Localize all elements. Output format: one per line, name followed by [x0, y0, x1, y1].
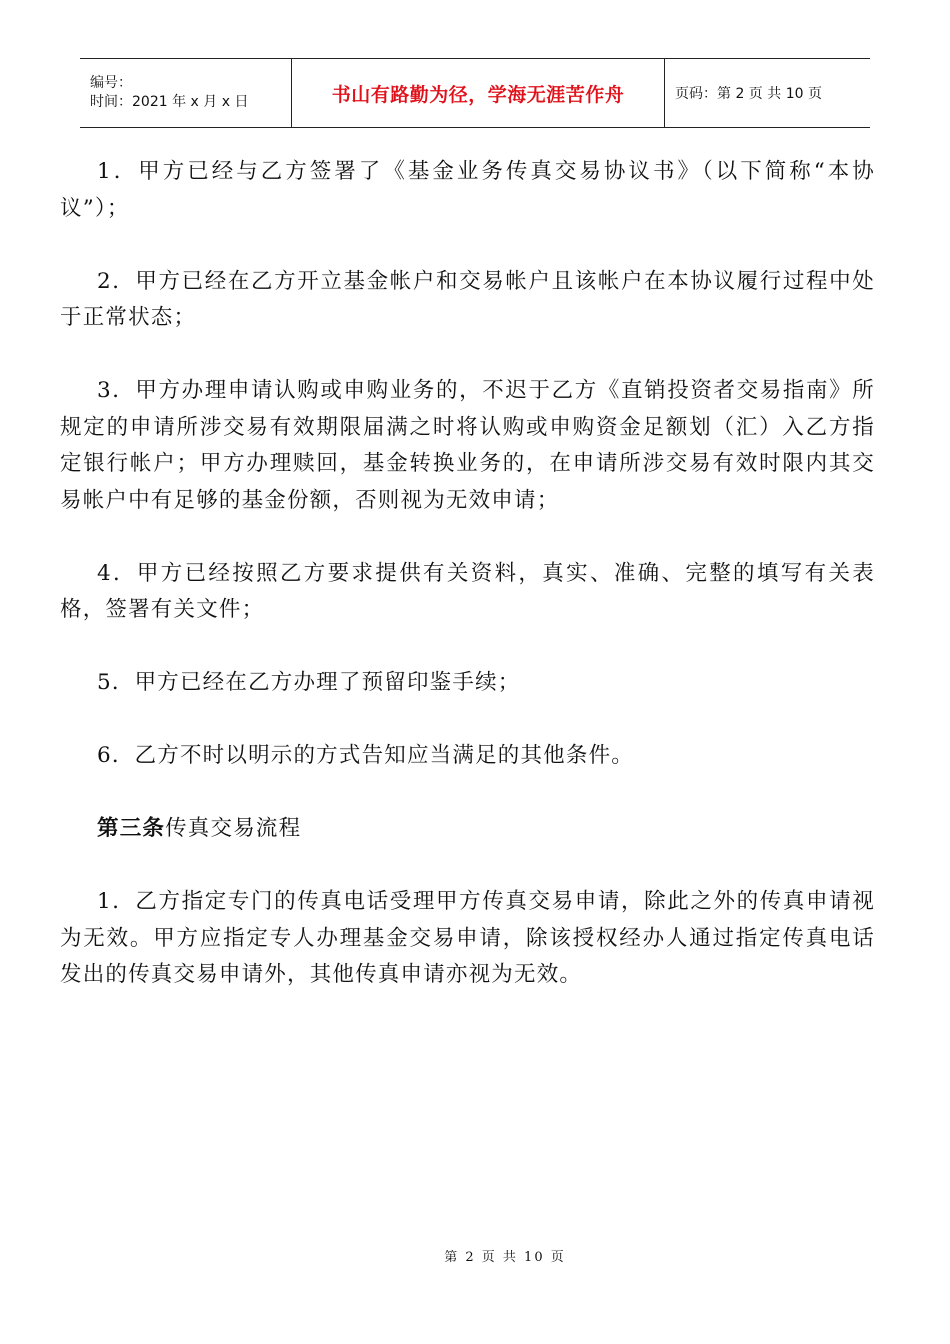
document-number-label: 编号：	[90, 75, 132, 91]
header-page-info	[665, 59, 870, 127]
section-number: 第三条	[97, 816, 166, 841]
header-table	[80, 58, 870, 128]
paragraph: 5．甲方已经在乙方办理了预留印鉴手续；	[97, 670, 521, 695]
header-page-number: 页码：第 2 页 共 10 页	[675, 86, 822, 102]
motto-text: 书山有路勤为径，学海无涯苦作舟	[331, 83, 625, 106]
paragraph: 1．甲方已经与乙方签署了《基金业务传真交易协议书》（以下简称“本协议”）；	[60, 159, 875, 221]
footer-page-number: 第 2 页 共 10 页	[444, 1250, 566, 1265]
paragraph: 2．甲方已经在乙方开立基金帐户和交易帐户且该帐户在本协议履行过程中处于正常状态；	[60, 268, 875, 330]
paragraph: 3．甲方办理申请认购或申购业务的，不迟于乙方《直销投资者交易指南》所规定的申请所涉交易有效期限届满之时将认购或申购资金足额划（汇）入乙方指定银行帐户；甲方办理赎回，基金转换业务的，在申请所涉交易有效时限内其交易帐户中有足够的基金份额，否则视为无效申请；	[60, 378, 875, 513]
document-date: 时间：2021 年 x 月 x 日	[90, 94, 249, 110]
paragraph: 1．乙方指定专门的传真电话受理甲方传真交易申请，除此之外的传真申请视为无效。甲方应指定专人办理基金交易申请，除该授权经办人通过指定传真电话发出的传真交易申请外，其他传真申请亦视为无效。	[60, 889, 875, 987]
header-motto	[291, 59, 665, 127]
document-body	[60, 154, 875, 1030]
page-footer	[0, 1246, 950, 1265]
section-title: 传真交易流程	[165, 816, 302, 841]
paragraph: 4．甲方已经按照乙方要求提供有关资料，真实、准确、完整的填写有关表格，签署有关文件；	[60, 560, 875, 622]
section-heading	[60, 811, 875, 848]
paragraph: 6．乙方不时以明示的方式告知应当满足的其他条件。	[97, 743, 634, 768]
header-meta	[80, 59, 291, 127]
